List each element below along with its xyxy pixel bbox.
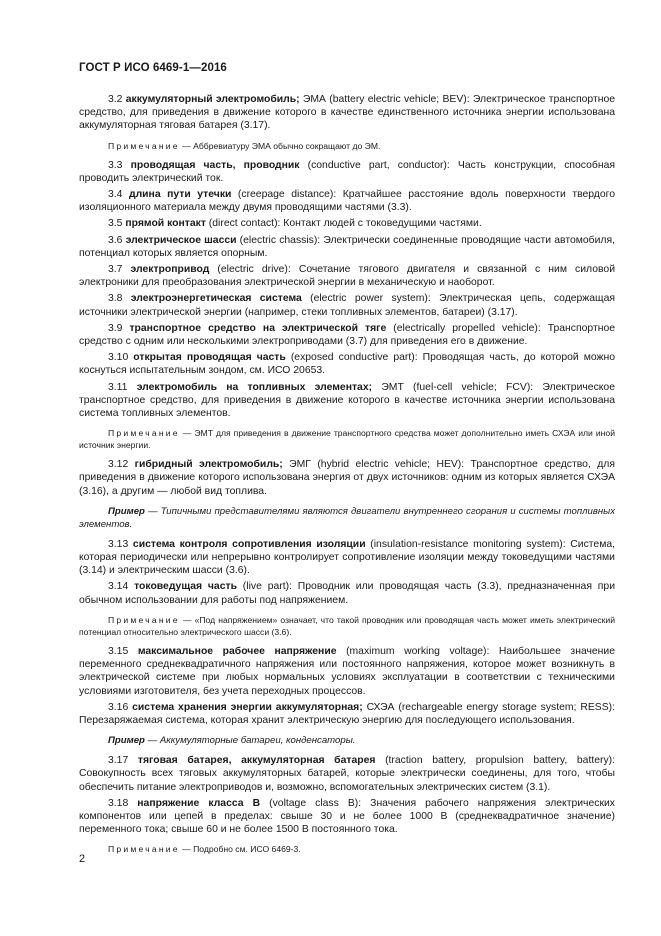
document-body: [79, 93, 615, 862]
page-number: 2: [79, 853, 86, 865]
term: проводящая часть, проводник: [130, 159, 300, 171]
example: Пример — Аккумуляторные батареи, конденсаторы.: [108, 735, 356, 747]
term: аккумуляторный электромобиль;: [125, 94, 300, 105]
term: система контроля сопротивления изоляции: [132, 538, 366, 550]
definition-entry: 3.9 транспортное средство на электрической тяге (electrically propelled vehicle): Транспортное средство с одним или несколькими электроприводами (3.7) для приведения его в движение.: [79, 322, 615, 348]
definition-entry: 3.11 электромобиль на топливных элементах; ЭМТ (fuel-cell vehicle; FCV): Электрическое транспортное средство, для приведения в движение которого в качестве источника энергии использована система топливных элементов.: [79, 381, 615, 420]
term: гибридный электромобиль;: [134, 459, 283, 471]
term: прямой контакт: [125, 218, 206, 230]
term: длина пути утечки: [128, 189, 232, 201]
term: максимальное рабочее напряжение: [137, 645, 337, 657]
note: Примечание — «Под напряжением» означает, что такой проводник или проводящая часть может иметь электрический потенциал относительно электрического шасси (3.6).: [79, 614, 615, 637]
term: токоведущая часть: [134, 581, 237, 593]
term: открытая проводящая часть: [133, 352, 286, 364]
term: электромобиль на топливных элементах;: [136, 381, 373, 393]
term: электропривод: [130, 264, 210, 276]
definition-entry: 3.12 гибридный электромобиль; ЭМГ (hybrid electric vehicle; HEV): Транспортное средство, для приведения в движение которого использована энергия от двух источников: одним из которых является СХЭА (3.16), а другим — любой вид топлива.: [79, 459, 615, 497]
definition-entry: 3.2 аккумуляторный электромобиль; ЭМА (battery electric vehicle; BEV): Электрическое транспортное средство, для приведения в движение которого в качестве единственного источника энергии использована аккумуляторная тяговая батарея (3.17).: [79, 94, 616, 132]
term: напряжение класса В: [137, 797, 261, 809]
definition-entry: 3.7 электропривод (electric drive): Сочетание тягового двигателя и связанной с ним силовой электроники для преобразования электрической энергии в механическую и наоборот.: [79, 264, 615, 289]
term: система хранения энергии аккумуляторная;: [132, 701, 363, 713]
definition-entry: 3.8 электроэнергетическая система (electric power system): Электрическая цепь, содержащая источники электрической энергии (например, стеки топливных элементов, батареи) (3.17).: [79, 293, 615, 318]
definition-entry: 3.3 проводящая часть, проводник (conductive part, conductor): Часть конструкции, способная проводить электрический ток.: [79, 159, 615, 184]
definition-entry: 3.10 открытая проводящая часть (exposed conductive part): Проводящая часть, до которой можно коснуться испытательным зондом, см. ИСО 20653.: [79, 352, 615, 377]
note: Примечание — Подробно см. ИСО 6469-3.: [108, 844, 301, 855]
document-header: ГОСТ Р ИСО 6469-1—2016: [79, 62, 227, 74]
definition-entry: 3.14 токоведущая часть (live part): Проводник или проводящая часть (3.3), предназначенная при обычном использовании для работы под напряжением.: [79, 581, 615, 606]
definition-entry: 3.13 система контроля сопротивления изоляции (insulation-resistance monitoring system): Система, которая периодически или непрерывно контролирует сопротивление изоляции между токоведущими частями (3.14) и электрическим шасси (3.6).: [79, 538, 615, 577]
term: транспортное средство на электрической тяге: [129, 322, 387, 334]
example: Пример — Типичными представителями являются двигатели внутреннего сгорания и системы топливных элементов.: [79, 505, 615, 530]
term: электрическое шасси: [125, 234, 237, 246]
definition-entry: 3.15 максимальное рабочее напряжение (maximum working voltage): Наибольшее значение переменного среднеквадратичного напряжения или постоянного напряжения, которое может возникнуть в электрической системе при любых нормальных условиях эксплуатации в соответствии с техническими условиями изготовителя, без учета переходных процессов.: [79, 645, 616, 697]
definition-entry: 3.5 прямой контакт (direct contact): Контакт людей с токоведущими частями.: [108, 218, 482, 230]
definition-entry: 3.16 система хранения энергии аккумуляторная; СХЭА (rechargeable energy storage system; RESS): Перезаряжаемая система, которая хранит электрическую энергию для последующего использования.: [79, 701, 615, 726]
definition-entry: 3.17 тяговая батарея, аккумуляторная батарея (traction battery, propulsion battery, battery): Совокупность всех тяговых аккумуляторных батарей, которые электрически соединены, для того, чтобы обеспечить питание электроприводов и, возможно, вспомогательных электрических систем (3.1).: [79, 755, 616, 793]
note: Примечание — Аббревиатуру ЭМА обычно сокращают до ЭМ.: [108, 140, 381, 151]
definition-entry: 3.18 напряжение класса В (voltage class B): Значения рабочего напряжения электрических компонентов или цепей в пределах: свыше 30 и не более 1000 В (среднеквадратичное значение) переменного тока; свыше 60 и не более 1500 В постоянного тока.: [79, 797, 615, 836]
definition-entry: 3.4 длина пути утечки (creepage distance): Кратчайшее расстояние вдоль поверхности твердого изоляционного материала между двумя проводящими частями (3.3).: [79, 189, 615, 214]
term: тяговая батарея, аккумуляторная батарея: [137, 755, 376, 767]
note: Примечание — ЭМТ для приведения в движение транспортного средства может дополнительно иметь СХЭА или иной источник энергии.: [79, 428, 615, 451]
definition-entry: 3.6 электрическое шасси (electric chassis): Электрически соединенные проводящие части автомобиля, потенциал которых является опорным.: [79, 234, 616, 259]
term: электроэнергетическая система: [130, 293, 302, 305]
